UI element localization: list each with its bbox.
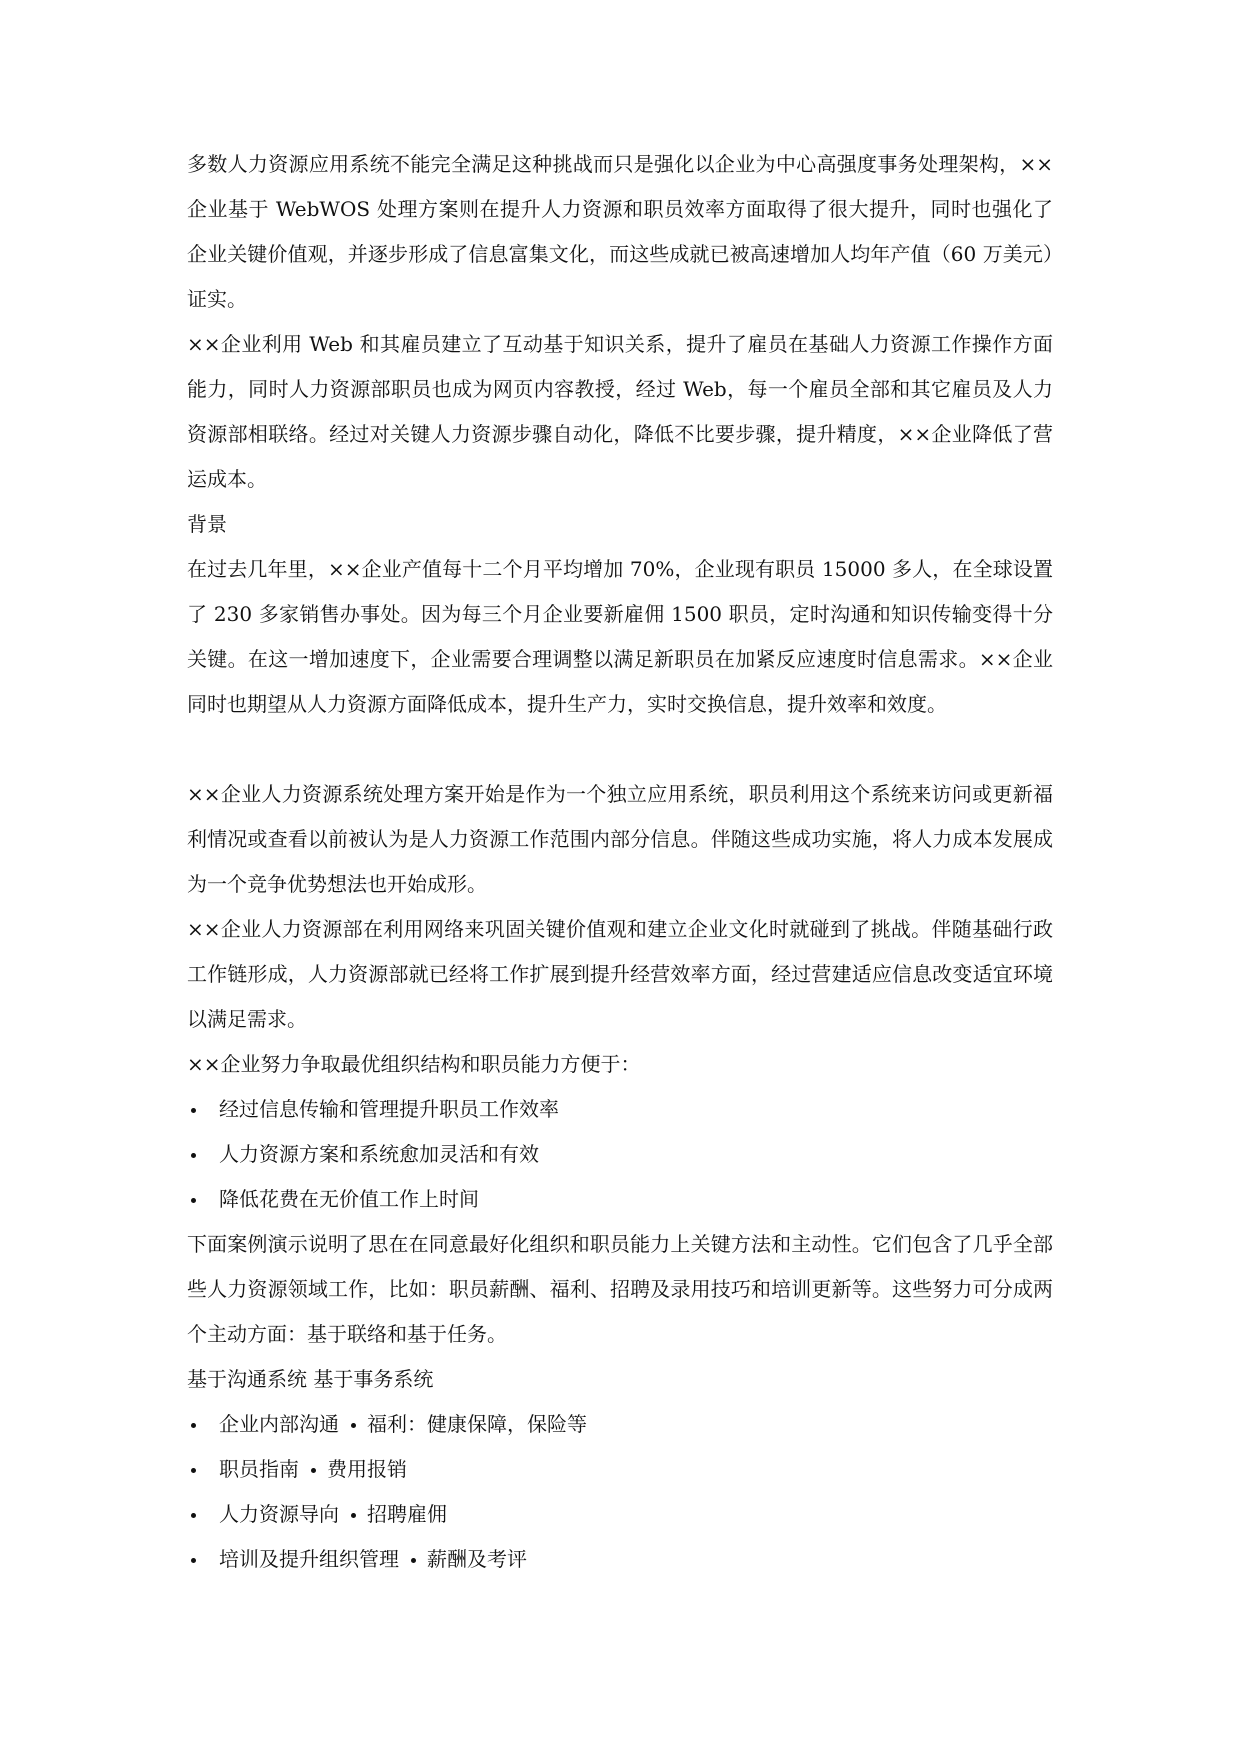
bullet-icon bbox=[399, 1537, 427, 1582]
list-item bbox=[187, 1132, 1053, 1177]
list-item-left-text: 培训及提升组织管理 bbox=[219, 1547, 399, 1571]
section-heading-background: 背景 bbox=[187, 512, 227, 536]
list-item bbox=[187, 1447, 1053, 1492]
bullet-icon bbox=[339, 1492, 367, 1537]
paragraph-intro: 多数人力资源应用系统不能完全满足这种挑战而只是强化以企业为中心高强度事务处理架构，××企业基于 WebWOS 处理方案则在提升人力资源和职员效率方面取得了很大提升，同时也强化了企业关键价值观，并逐步形成了信息富集文化，而这些成就已被高速增加人均年产值（60 万美元）证实。 bbox=[187, 152, 1053, 311]
list-item-left-text: 人力资源导向 bbox=[219, 1502, 339, 1526]
paragraph-hr-challenge: ××企业人力资源部在利用网络来巩固关键价值观和建立企业文化时就碰到了挑战。伴随基础行政工作链形成，人力资源部就已经将工作扩展到提升经营效率方面，经过营建适应信息改变适宜环境以满足需求。 bbox=[187, 917, 1053, 1031]
list-item-text: 降低花费在无价值工作上时间 bbox=[219, 1187, 479, 1211]
bullet-icon bbox=[339, 1402, 367, 1447]
bullet-icon bbox=[187, 1492, 219, 1537]
bullet-icon bbox=[187, 1087, 219, 1132]
bullet-icon bbox=[299, 1447, 327, 1492]
list-item-right-text: 费用报销 bbox=[327, 1457, 407, 1481]
list-item-left-text: 职员指南 bbox=[219, 1457, 299, 1481]
list-item-right-text: 薪酬及考评 bbox=[427, 1547, 527, 1571]
paragraph-web-interaction: ××企业利用 Web 和其雇员建立了互动基于知识关系，提升了雇员在基础人力资源工作操作方面能力，同时人力资源部职员也成为网页内容教授，经过 Web，每一个雇员全部和其它雇员及人力资源部相联络。经过对关键人力资源步骤自动化，降低不比要步骤，提升精度，××企业降低了营运成本。 bbox=[187, 332, 1053, 491]
list-item bbox=[187, 1177, 1053, 1222]
document-body bbox=[187, 142, 1053, 1582]
list-item bbox=[187, 1492, 1053, 1537]
paragraph-background: 在过去几年里，××企业产值每十二个月平均增加 70%，企业现有职员 15000 多人，在全球设置了 230 多家销售办事处。因为每三个月企业要新雇佣 1500 职员，定时沟通和知识传输变得十分关键。在这一增加速度下，企业需要合理调整以满足新职员在加紧反应速度时信息需求。××企业同时也期望从人力资源方面降低成本，提升生产力，实时交换信息，提升效率和效度。 bbox=[187, 557, 1053, 716]
list-item bbox=[187, 1087, 1053, 1132]
bullet-icon bbox=[187, 1177, 219, 1222]
bullet-icon bbox=[187, 1132, 219, 1177]
bullet-icon bbox=[187, 1537, 219, 1582]
paragraph-hr-solution: ××企业人力资源系统处理方案开始是作为一个独立应用系统，职员利用这个系统来访问或更新福利情况或查看以前被认为是人力资源工作范围内部分信息。伴随这些成功实施，将人力成本发展成为一个竞争优势想法也开始成形。 bbox=[187, 782, 1053, 896]
systems-bullet-list bbox=[187, 1402, 1053, 1582]
list-item-left-text: 企业内部沟通 bbox=[219, 1412, 339, 1436]
list-item-right-text: 福利：健康保障，保险等 bbox=[367, 1412, 587, 1436]
list-item bbox=[187, 1402, 1053, 1447]
list-item-text: 人力资源方案和系统愈加灵活和有效 bbox=[219, 1142, 539, 1166]
systems-heading: 基于沟通系统 基于事务系统 bbox=[187, 1367, 434, 1391]
bullet-icon bbox=[187, 1447, 219, 1492]
goals-bullet-list bbox=[187, 1087, 1053, 1222]
paragraph-case-description: 下面案例演示说明了思在在同意最好化组织和职员能力上关键方法和主动性。它们包含了几乎全部些人力资源领域工作，比如：职员薪酬、福利、招聘及录用技巧和培训更新等。这些努力可分成两个主动方面：基于联络和基于任务。 bbox=[187, 1232, 1053, 1346]
blank-line bbox=[187, 727, 1053, 772]
list-item bbox=[187, 1537, 1053, 1582]
list-item-text: 经过信息传输和管理提升职员工作效率 bbox=[219, 1097, 559, 1121]
bullet-icon bbox=[187, 1402, 219, 1447]
list-item-right-text: 招聘雇佣 bbox=[367, 1502, 447, 1526]
paragraph-goals-intro: ××企业努力争取最优组织结构和职员能力方便于： bbox=[187, 1052, 641, 1076]
